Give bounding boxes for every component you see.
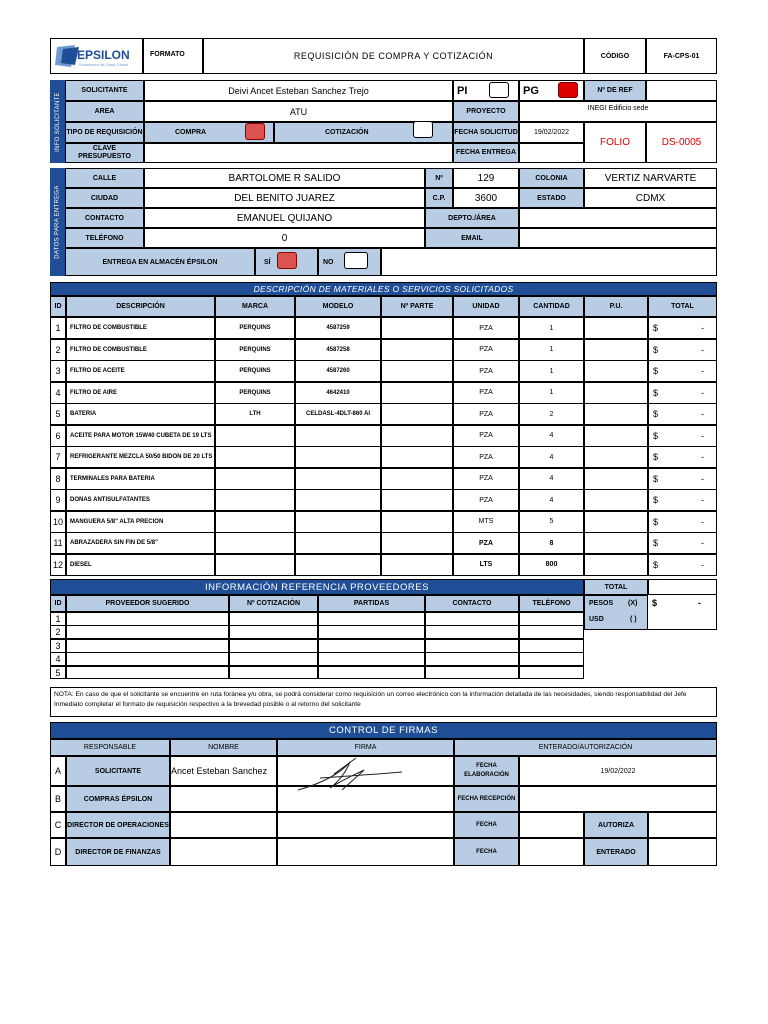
telefono-label: TELÉFONO [65, 228, 144, 248]
materials-header-modelo: MODELO [295, 296, 381, 317]
row-cantidad: 4 [519, 489, 584, 511]
supplier-cotizacion-cell[interactable] [229, 666, 318, 680]
estado-label: ESTADO [519, 188, 584, 208]
calle-label: CALLE [65, 168, 144, 188]
row-id: 12 [50, 554, 66, 576]
row-total-value: - [701, 473, 704, 484]
row-modelo [295, 468, 381, 490]
row-parte [381, 468, 453, 490]
signature-row-letter: B [50, 786, 66, 812]
fecha-solicitud-label: FECHA SOLICITUD [453, 122, 519, 143]
row-cantidad: 1 [519, 382, 584, 404]
row-cantidad: 1 [519, 360, 584, 382]
row-desc: DONAS ANTISULFATANTES [66, 489, 215, 511]
colonia-value: VERTIZ NARVARTE [584, 168, 717, 188]
row-total-sign: $ [653, 366, 659, 376]
formato-label: FORMATO [143, 38, 203, 74]
row-modelo [295, 511, 381, 533]
row-total-value: - [701, 452, 704, 462]
row-unidad: PZA [453, 360, 519, 382]
row-total-value: - [701, 344, 704, 355]
compra-label: COMPRA [144, 122, 274, 143]
si-label: SÍ [255, 248, 318, 276]
signature-row-name[interactable] [170, 786, 277, 812]
row-desc: MANGUERA 5/8" ALTA PRECION [66, 511, 215, 533]
signature-row-extra-value[interactable] [648, 812, 717, 838]
compra-checkbox[interactable] [245, 123, 265, 140]
logo-text: EPSILON [76, 48, 130, 62]
note-box: NOTA: En caso de que el solicitante se encuentre en ruta foránea y/u obra, se podrá considerar como requisición un correo electrónico con la información detallada de las necesidades, siendo responsabilidad del Jefe Inmediato completar el formato de requisición respectivo a la brevedad posible o al retorno del solicitante [50, 687, 717, 717]
row-pu[interactable] [584, 511, 648, 533]
epsilon-logo [53, 41, 141, 71]
row-parte [381, 446, 453, 468]
row-parte [381, 382, 453, 404]
no-value: 129 [453, 168, 519, 188]
row-desc: ACEITE PARA MOTOR 15W40 CUBETA DE 19 LTS [66, 425, 215, 447]
supplier-row-id: 5 [50, 666, 66, 680]
clave-value[interactable] [144, 143, 453, 163]
row-id: 7 [50, 446, 66, 468]
row-total-sign: $ [653, 473, 659, 484]
materials-header-descripcion: DESCRIPCIÓN [66, 296, 215, 317]
row-marca [215, 532, 295, 554]
supplier-contacto-cell[interactable] [425, 625, 519, 639]
signature-row-value[interactable] [519, 812, 584, 838]
row-total-value: - [701, 366, 704, 376]
almacen-label: ENTREGA EN ALMACÉN ÉPSILON [65, 248, 255, 276]
row-total-value: - [701, 409, 704, 419]
materials-header-unidad: UNIDAD [453, 296, 519, 317]
row-total [648, 554, 717, 576]
supplier-proveedor-cell[interactable] [66, 652, 229, 666]
fecha-entrega-value[interactable] [519, 143, 584, 163]
pi-checkbox[interactable] [489, 82, 509, 98]
materials-header-pu: P.U. [584, 296, 648, 317]
row-modelo [295, 425, 381, 447]
signature-row-field: FECHA [454, 812, 519, 838]
row-parte [381, 489, 453, 511]
row-parte [381, 532, 453, 554]
no-checkbox[interactable] [344, 252, 368, 269]
row-parte [381, 511, 453, 533]
signature-row-name[interactable]: Ancet Esteban Sanchez [170, 756, 277, 786]
signature-row-role: COMPRAS ÉPSILON [66, 786, 170, 812]
supplier-telefono-cell[interactable] [519, 625, 584, 639]
row-total [648, 532, 717, 554]
row-unidad: PZA [453, 489, 519, 511]
signature-row-extra-value[interactable] [648, 838, 717, 866]
total-value: - [698, 598, 701, 608]
logo-subtext: Soluciones de Clase Global [78, 62, 128, 67]
supplier-proveedor-cell[interactable] [66, 639, 229, 653]
row-id: 9 [50, 489, 66, 511]
codigo-value: FA-CPS-01 [646, 38, 717, 74]
supplier-proveedor-cell[interactable] [66, 666, 229, 680]
row-total [648, 403, 717, 425]
si-checkbox[interactable] [277, 252, 297, 269]
signatures-header-nombre: NOMBRE [170, 739, 277, 756]
suppliers-header-proveedor: PROVEEDOR SUGERIDO [66, 595, 229, 612]
signatures-header-enterado: ENTERADO/AUTORIZACIÓN [454, 739, 717, 756]
total-sign: $ [652, 598, 658, 608]
pg-label: PG [519, 80, 584, 101]
row-cantidad: 4 [519, 446, 584, 468]
row-modelo [295, 489, 381, 511]
row-id: 8 [50, 468, 66, 490]
solicitante-value: Deivi Ancet Esteban Sanchez Trejo [144, 80, 453, 101]
row-modelo: 4587260 [295, 360, 381, 382]
row-desc: FILTRO DE AIRE [66, 382, 215, 404]
supplier-row-id: 4 [50, 652, 66, 666]
materials-header-id: ID [50, 296, 66, 317]
suppliers-title: INFORMACIÓN REFERENCIA PROVEEDORES [50, 579, 584, 595]
signature-row-role: DIRECTOR DE OPERACIONES [66, 812, 170, 838]
signatures-header-firma: FIRMA [277, 739, 454, 756]
row-unidad: MTS [453, 511, 519, 533]
row-total-value: - [701, 387, 704, 398]
cp-label: C.P. [425, 188, 453, 208]
row-total [648, 511, 717, 533]
supplier-cotizacion-cell[interactable] [229, 612, 318, 626]
row-cantidad: 5 [519, 511, 584, 533]
suppliers-header-contacto: CONTACTO [425, 595, 519, 612]
row-id: 11 [50, 532, 66, 554]
row-cantidad: 8 [519, 532, 584, 554]
row-desc: TERMINALES PARA BATERIA [66, 468, 215, 490]
suppliers-header-telefono: TELÉFONO [519, 595, 584, 612]
row-parte [381, 317, 453, 339]
row-modelo [295, 554, 381, 576]
logo-box [50, 38, 143, 74]
fecha-solicitud-value: 19/02/2022 [519, 122, 584, 143]
row-total-sign: $ [653, 516, 659, 527]
email-value[interactable] [519, 228, 717, 248]
materials-header-parte: Nº PARTE [381, 296, 453, 317]
signature-row-letter: A [50, 756, 66, 786]
cp-value: 3600 [453, 188, 519, 208]
row-pu[interactable] [584, 446, 648, 468]
ref-label: Nº DE REF [584, 80, 646, 101]
row-total [648, 425, 717, 447]
solicitante-label: SOLICITANTE [65, 80, 144, 101]
ciudad-value: DEL BENITO JUAREZ [144, 188, 425, 208]
ciudad-label: CIUDAD [65, 188, 144, 208]
row-total-sign: $ [653, 538, 659, 548]
row-total-sign: $ [653, 495, 659, 505]
depto-value[interactable] [519, 208, 717, 228]
side-label-delivery: DATOS PARA ENTREGA [50, 168, 65, 276]
row-pu[interactable] [584, 489, 648, 511]
supplier-partidas-cell[interactable] [318, 666, 425, 680]
signatures-title: CONTROL DE FIRMAS [50, 722, 717, 739]
row-unidad: PZA [453, 425, 519, 447]
row-total [648, 360, 717, 382]
supplier-contacto-cell[interactable] [425, 639, 519, 653]
row-total [648, 468, 717, 490]
row-unidad: PZA [453, 317, 519, 339]
signature-row-value[interactable]: 19/02/2022 [519, 756, 717, 786]
row-unidad: PZA [453, 339, 519, 361]
calle-value: BARTOLOME R SALIDO [144, 168, 425, 188]
row-marca [215, 468, 295, 490]
signature-row-field: FECHA ELABORACIÓN [454, 756, 519, 786]
row-id: 10 [50, 511, 66, 533]
folio-value: DS-0005 [646, 122, 717, 163]
area-label: AREA [65, 101, 144, 122]
suppliers-header-cotizacion: Nº COTIZACIÓN [229, 595, 318, 612]
no-option-label: NO [318, 248, 381, 276]
row-total-value: - [701, 559, 704, 570]
row-cantidad: 1 [519, 317, 584, 339]
row-id: 2 [50, 339, 66, 361]
supplier-contacto-cell[interactable] [425, 652, 519, 666]
supplier-partidas-cell[interactable] [318, 652, 425, 666]
row-pu[interactable] [584, 339, 648, 361]
row-marca [215, 446, 295, 468]
row-total-value: - [701, 430, 704, 441]
signatures-header-responsable: RESPONSABLE [50, 739, 170, 756]
row-pu[interactable] [584, 554, 648, 576]
proyecto-label: PROYECTO [453, 101, 519, 122]
total-blank [648, 579, 717, 595]
row-cantidad: 1 [519, 339, 584, 361]
row-cantidad: 2 [519, 403, 584, 425]
supplier-telefono-cell[interactable] [519, 652, 584, 666]
supplier-telefono-cell[interactable] [519, 639, 584, 653]
row-marca: PERQUINS [215, 360, 295, 382]
row-cantidad: 4 [519, 425, 584, 447]
row-modelo [295, 446, 381, 468]
pi-label: PI [453, 80, 519, 101]
colonia-label: COLONIA [519, 168, 584, 188]
pesos-mark[interactable]: (X) [628, 600, 638, 607]
signature-row-value[interactable] [519, 786, 717, 812]
row-marca: LTH [215, 403, 295, 425]
row-unidad: PZA [453, 403, 519, 425]
row-unidad: PZA [453, 532, 519, 554]
row-modelo: 4587258 [295, 339, 381, 361]
ref-value[interactable] [646, 80, 717, 101]
signature-row-firma[interactable] [277, 812, 454, 838]
row-id: 5 [50, 403, 66, 425]
signature-row-extra: ENTERADO [584, 838, 648, 866]
usd-label: USD [589, 616, 604, 623]
row-marca: PERQUINS [215, 317, 295, 339]
signature-row-field: FECHA RECEPCIÓN [454, 786, 519, 812]
row-desc: DIESEL [66, 554, 215, 576]
supplier-contacto-cell[interactable] [425, 612, 519, 626]
row-modelo: CELDASL-4DLT-860 AI [295, 403, 381, 425]
side-label-info: INFO SOLICITANTE [50, 80, 65, 163]
row-unidad: PZA [453, 382, 519, 404]
row-total-sign: $ [653, 430, 659, 441]
row-pu[interactable] [584, 468, 648, 490]
row-total [648, 339, 717, 361]
materials-title: DESCRIPCIÓN DE MATERIALES O SERVICIOS SOLICITADOS [50, 282, 717, 296]
row-marca [215, 425, 295, 447]
row-total-sign: $ [653, 387, 659, 398]
clave-label: CLAVE PRESUPUESTO [65, 143, 144, 163]
signature-row-firma[interactable] [277, 838, 454, 866]
row-total [648, 317, 717, 339]
row-id: 1 [50, 317, 66, 339]
contacto-label: CONTACTO [65, 208, 144, 228]
supplier-row-id: 3 [50, 639, 66, 653]
depto-label: DEPTO./ÁREA [425, 208, 519, 228]
row-total-sign: $ [653, 323, 659, 333]
row-parte [381, 360, 453, 382]
supplier-partidas-cell[interactable] [318, 612, 425, 626]
row-pu[interactable] [584, 360, 648, 382]
email-label: EMAIL [425, 228, 519, 248]
materials-header-cantidad: CANTIDAD [519, 296, 584, 317]
row-pu[interactable] [584, 317, 648, 339]
supplier-cotizacion-cell[interactable] [229, 625, 318, 639]
row-total-sign: $ [653, 559, 659, 570]
row-marca: PERQUINS [215, 339, 295, 361]
row-total-sign: $ [653, 344, 659, 355]
signature-row-letter: C [50, 812, 66, 838]
no-label: Nº [425, 168, 453, 188]
row-pu[interactable] [584, 382, 648, 404]
supplier-row-id: 1 [50, 612, 66, 626]
proyecto-value: INEGI Edificio sede [519, 101, 717, 122]
pg-checkbox[interactable] [558, 82, 578, 98]
row-marca [215, 511, 295, 533]
signature-row-role: SOLICITANTE [66, 756, 170, 786]
row-marca: PERQUINS [215, 382, 295, 404]
signature-row-role: DIRECTOR DE FINANZAS [66, 838, 170, 866]
row-total [648, 382, 717, 404]
row-modelo: 4587259 [295, 317, 381, 339]
supplier-partidas-cell[interactable] [318, 639, 425, 653]
supplier-telefono-cell[interactable] [519, 612, 584, 626]
contacto-value: EMANUEL QUIJANO [144, 208, 425, 228]
row-marca [215, 554, 295, 576]
telefono-value: 0 [144, 228, 425, 248]
row-total [648, 446, 717, 468]
suppliers-header-id: ID [50, 595, 66, 612]
suppliers-header-partidas: PARTIDAS [318, 595, 425, 612]
row-desc: ABRAZADERA SIN FIN DE 5/8" [66, 532, 215, 554]
materials-header-total: TOTAL [648, 296, 717, 317]
supplier-partidas-cell[interactable] [318, 625, 425, 639]
row-total [648, 489, 717, 511]
signature-row-name[interactable] [170, 838, 277, 866]
supplier-cotizacion-cell[interactable] [229, 652, 318, 666]
row-modelo: 4642410 [295, 382, 381, 404]
row-pu[interactable] [584, 403, 648, 425]
signature-row-extra: AUTORIZA [584, 812, 648, 838]
signature-scribble [290, 754, 410, 796]
form-title: REQUISICIÓN DE COMPRA Y COTIZACIÓN [203, 38, 584, 74]
supplier-cotizacion-cell[interactable] [229, 639, 318, 653]
supplier-proveedor-cell[interactable] [66, 612, 229, 626]
almacen-blank [381, 248, 717, 276]
estado-value: CDMX [584, 188, 717, 208]
row-parte [381, 403, 453, 425]
total-label: TOTAL [584, 579, 648, 595]
row-id: 6 [50, 425, 66, 447]
row-parte [381, 425, 453, 447]
row-total-value: - [701, 323, 704, 333]
row-parte [381, 339, 453, 361]
usd-mark[interactable]: ( ) [630, 616, 637, 623]
row-unidad: PZA [453, 446, 519, 468]
row-id: 4 [50, 382, 66, 404]
row-cantidad: 4 [519, 468, 584, 490]
row-desc: FILTRO DE COMBUSTIBLE [66, 317, 215, 339]
area-value: ATU [144, 101, 453, 122]
row-unidad: PZA [453, 468, 519, 490]
signature-row-name[interactable] [170, 812, 277, 838]
signature-row-field: FECHA [454, 838, 519, 866]
supplier-proveedor-cell[interactable] [66, 625, 229, 639]
signature-row-letter: D [50, 838, 66, 866]
signature-row-value[interactable] [519, 838, 584, 866]
row-marca [215, 489, 295, 511]
row-total-value: - [701, 495, 704, 505]
supplier-contacto-cell[interactable] [425, 666, 519, 680]
row-pu[interactable] [584, 425, 648, 447]
row-id: 3 [50, 360, 66, 382]
fecha-entrega-label: FECHA ENTREGA [453, 143, 519, 163]
row-total-value: - [701, 538, 704, 548]
codigo-label: CÓDIGO [584, 38, 646, 74]
pesos-label: PESOS [589, 600, 614, 607]
row-parte [381, 554, 453, 576]
row-desc: FILTRO DE COMBUSTIBLE [66, 339, 215, 361]
row-unidad: LTS [453, 554, 519, 576]
tipo-label: TIPO DE REQUISICIÓN [65, 122, 144, 143]
row-cantidad: 800 [519, 554, 584, 576]
cotizacion-checkbox[interactable] [413, 121, 433, 138]
supplier-row-id: 2 [50, 625, 66, 639]
row-total-sign: $ [653, 409, 659, 419]
row-desc: REFRIGERANTE MEZCLA 50/50 BIDON DE 20 LTS [66, 446, 215, 468]
row-total-sign: $ [653, 452, 659, 462]
materials-header-marca: MARCA [215, 296, 295, 317]
row-desc: BATERIA [66, 403, 215, 425]
row-desc: FILTRO DE ACEITE [66, 360, 215, 382]
row-pu[interactable] [584, 532, 648, 554]
row-total-value: - [701, 516, 704, 527]
folio-label: FOLIO [584, 122, 646, 163]
row-modelo [295, 532, 381, 554]
supplier-telefono-cell[interactable] [519, 666, 584, 680]
cotizacion-label: COTIZACIÓN [274, 122, 453, 143]
